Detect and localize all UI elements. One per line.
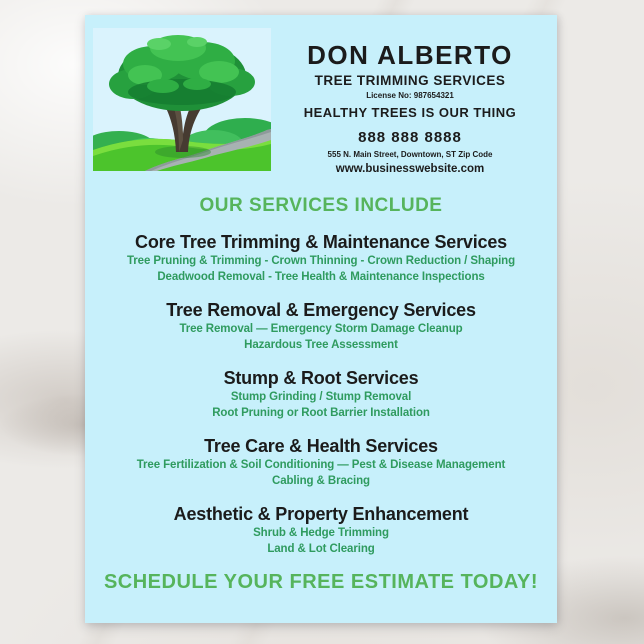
cta-schedule-estimate: SCHEDULE YOUR FREE ESTIMATE TODAY! [103,571,539,593]
section-title: Core Tree Trimming & Maintenance Services [135,232,507,252]
service-section-stump-root [85,368,557,421]
section-detail-line: Deadwood Removal - Tree Health & Maintenance Inspections [157,271,485,283]
section-detail-line: Hazardous Tree Assessment [244,339,398,351]
service-section-care-health [85,436,557,489]
tree-service-flyer [85,15,557,623]
section-detail-line: Root Pruning or Root Barrier Installation [212,407,430,419]
service-section-core-trimming [85,232,557,285]
tree-illustration-svg [93,28,271,171]
business-name: DON ALBERTO [307,40,513,70]
section-detail-line: Tree Fertilization & Soil Conditioning — Pest & Disease Management [136,459,506,471]
section-detail-line: Tree Removal — Emergency Storm Damage Cleanup [179,323,463,335]
section-detail-line: Tree Pruning & Trimming - Crown Thinning - Crown Reduction / Shaping [126,255,516,267]
phone-number: 888 888 8888 [358,129,462,146]
section-detail-line: Stump Grinding / Stump Removal [230,391,412,403]
license-number: License No: 987654321 [366,91,454,100]
section-title: Stump & Root Services [223,368,419,388]
street-address: 555 N. Main Street, Downtown, ST Zip Code [327,150,493,159]
section-detail-line: Cabling & Bracing [272,475,370,487]
section-detail-line: Land & Lot Clearing [267,543,375,555]
website-url: www.businesswebsite.com [335,163,485,175]
service-section-aesthetic [85,504,557,557]
section-title: Aesthetic & Property Enhancement [173,504,469,524]
business-tagline: TREE TRIMMING SERVICES [314,73,506,88]
section-title: Tree Removal & Emergency Services [166,300,476,320]
section-detail-line: Shrub & Hedge Trimming [253,527,389,539]
section-title: Tree Care & Health Services [204,436,438,456]
flyer-header [93,28,549,175]
tree-logo-illustration [93,28,271,171]
services-heading: OUR SERVICES INCLUDE [199,195,443,216]
business-slogan: HEALTHY TREES IS OUR THING [303,105,517,120]
header-text-block [271,28,549,175]
service-section-removal-emergency [85,300,557,353]
